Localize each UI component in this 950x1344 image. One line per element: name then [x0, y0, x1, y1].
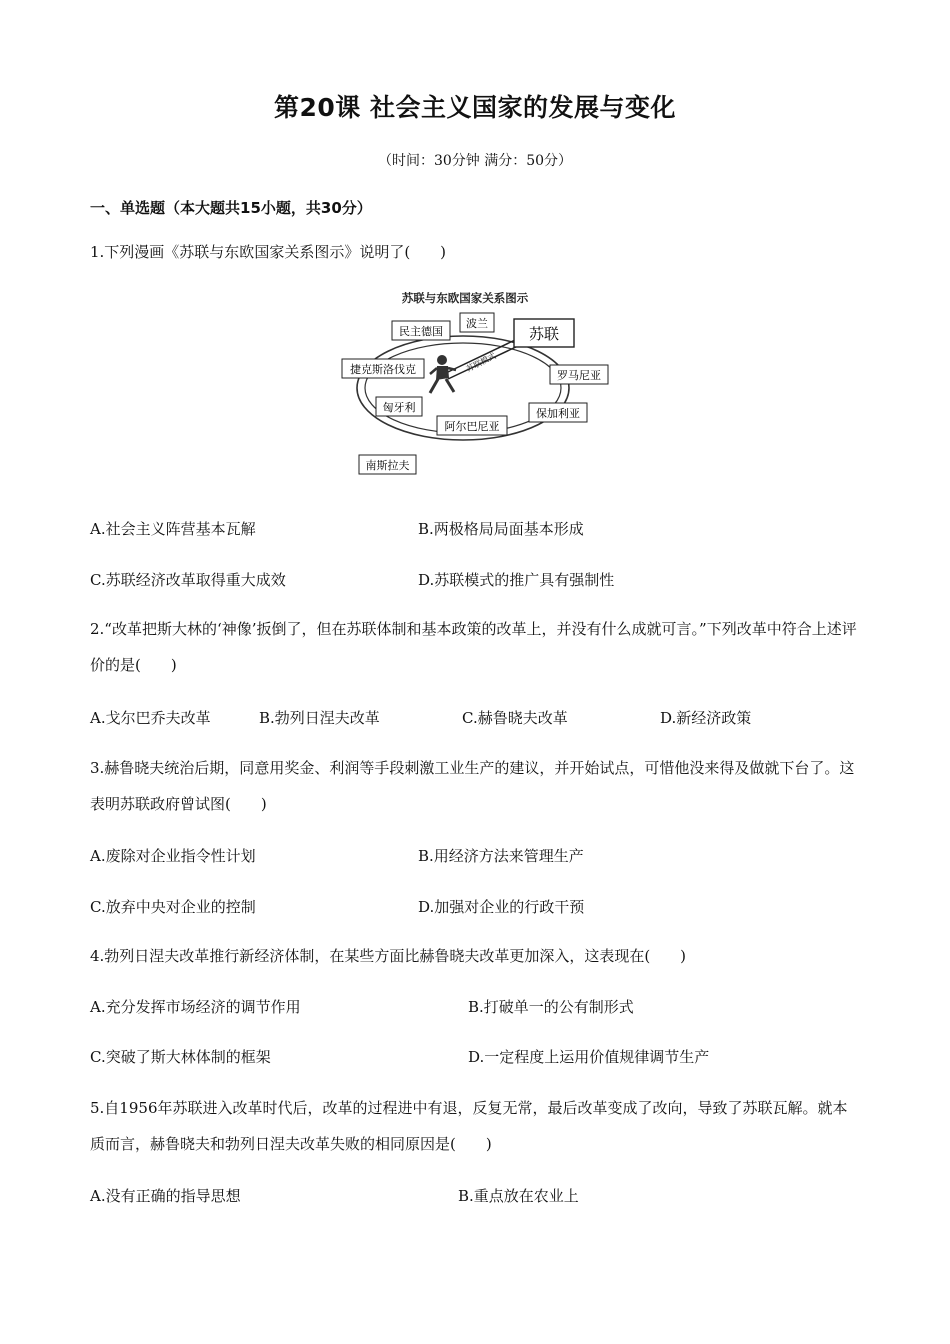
country-label: 保加利亚 — [536, 407, 580, 420]
option-4d[interactable]: D.一定程度上运用价值规律调节生产 — [468, 1048, 710, 1066]
section-heading: 一、单选题（本大题共15小题，共30分） — [90, 199, 372, 217]
option-2b[interactable]: B.勃列日涅夫改革 — [259, 709, 380, 727]
running-figure — [430, 355, 456, 393]
question-3-stem: 3.赫鲁晓夫统治后期，同意用奖金、利润等手段刺激工业生产的建议，并开始试点，可惜他没来得及做就下台了。这表明苏联政府曾试图( ) — [90, 759, 855, 813]
option-3a[interactable]: A.废除对企业指令性计划 — [90, 847, 256, 865]
option-2a[interactable]: A.戈尔巴乔夫改革 — [90, 709, 211, 727]
country-label: 波兰 — [466, 317, 488, 330]
country-label: 捷克斯洛伐克 — [350, 363, 416, 376]
question-4-stem: 4.勃列日涅夫改革推行新经济体制，在某些方面比赫鲁晓夫改革更加深入，这表现在( ) — [90, 947, 687, 965]
country-label: 阿尔巴尼亚 — [444, 420, 500, 433]
country-label: 民主德国 — [399, 325, 443, 338]
question-5-stem: 5.自1956年苏联进入改革时代后，改革的过程进中有退，反复无常，最后改革变成了改向，导致了苏联瓦解。就本质而言，赫鲁晓夫和勃列日涅夫改革失败的相同原因是( ) — [90, 1099, 848, 1153]
option-1d[interactable]: D.苏联模式的推广具有强制性 — [418, 571, 615, 589]
question-1-stem: 1.下列漫画《苏联与东欧国家关系图示》说明了( ) — [90, 243, 447, 261]
question-2-stem: 2.“改革把斯大林的‘神像’扳倒了，但在苏联体制和基本政策的改革上，并没有什么成就可言。”下列改革中符合上述评价的是( ) — [90, 620, 857, 674]
option-3c[interactable]: C.放弃中央对企业的控制 — [90, 898, 256, 916]
country-label: 匈牙利 — [382, 401, 416, 414]
option-2d[interactable]: D.新经济政策 — [660, 709, 752, 727]
option-1b[interactable]: B.两极格局局面基本形成 — [418, 520, 584, 538]
soviet-label: 苏联 — [528, 325, 560, 343]
option-3d[interactable]: D.加强对企业的行政干预 — [418, 898, 585, 916]
option-1a[interactable]: A.社会主义阵营基本瓦解 — [90, 520, 256, 538]
exam-info: （时间：30分钟 满分：50分） — [377, 153, 573, 169]
option-2c[interactable]: C.赫鲁晓夫改革 — [462, 709, 568, 727]
option-5b[interactable]: B.重点放在农业上 — [458, 1187, 579, 1205]
option-5a[interactable]: A.没有正确的指导思想 — [90, 1187, 241, 1205]
option-3b[interactable]: B.用经济方法来管理生产 — [418, 847, 584, 865]
country-label: 南斯拉夫 — [365, 459, 410, 472]
country-label: 罗马尼亚 — [557, 369, 601, 382]
page-title: 第20课 社会主义国家的发展与变化 — [274, 93, 676, 122]
diagram-title: 苏联与东欧国家关系图示 — [401, 291, 529, 305]
option-4a[interactable]: A.充分发挥市场经济的调节作用 — [90, 998, 301, 1016]
option-4b[interactable]: B.打破单一的公有制形式 — [468, 998, 634, 1016]
rope-label: 苏联模式 — [464, 351, 498, 374]
option-1c[interactable]: C.苏联经济改革取得重大成效 — [90, 571, 286, 589]
soviet-eastern-europe-diagram — [330, 284, 620, 480]
option-4c[interactable]: C.突破了斯大林体制的框架 — [90, 1048, 271, 1066]
